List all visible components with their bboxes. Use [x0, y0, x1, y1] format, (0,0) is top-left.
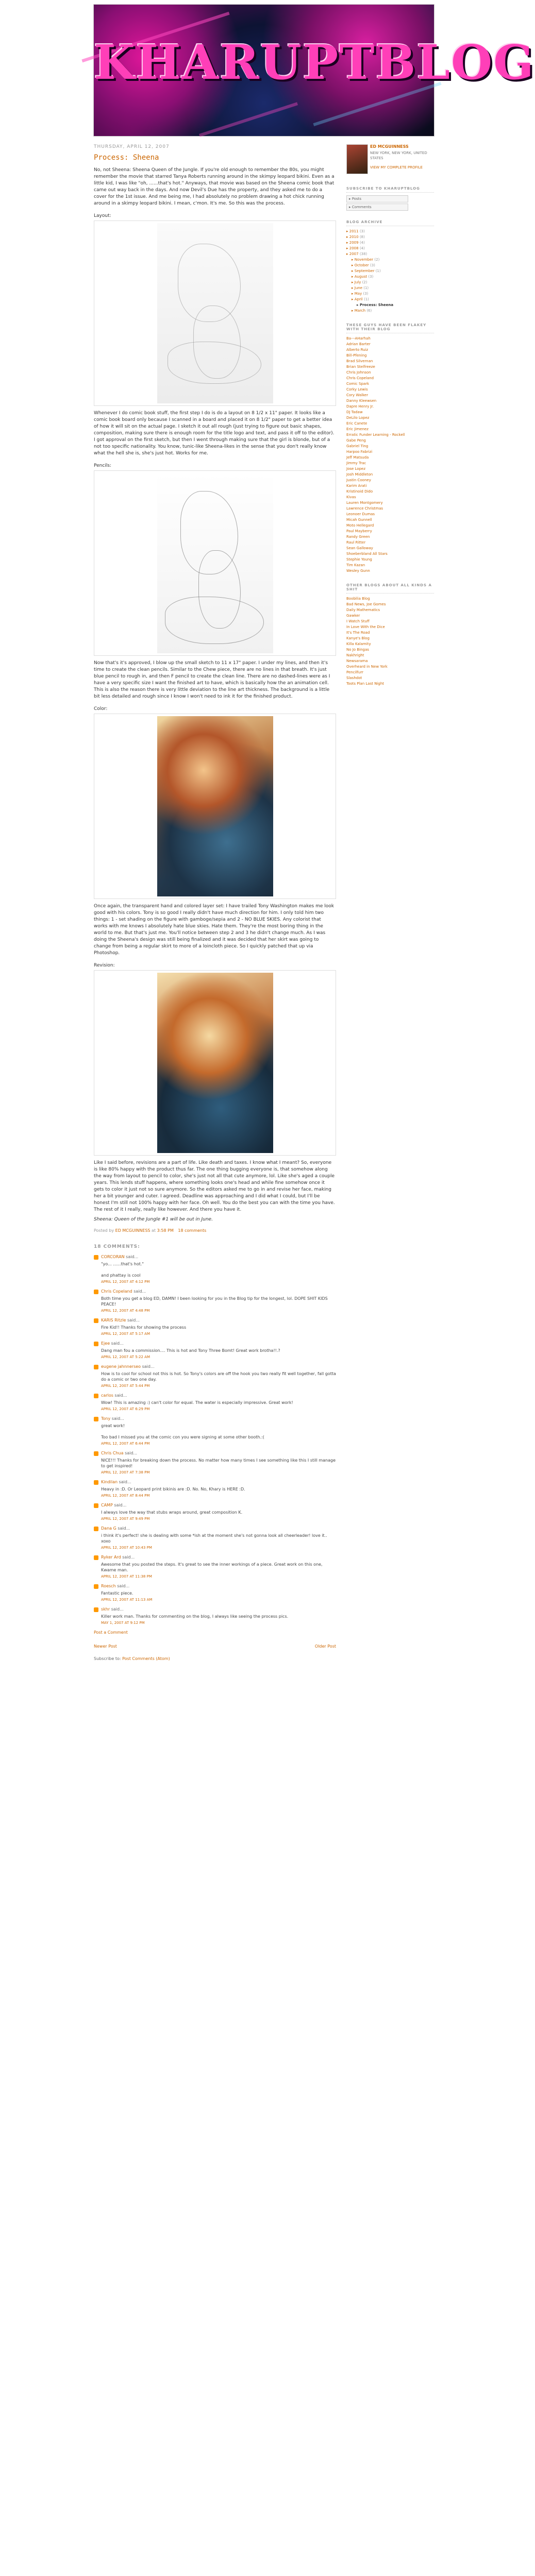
section-label-layout: Layout:	[94, 213, 111, 218]
sidebar-link[interactable]: Toots Plan Last Night	[346, 682, 384, 686]
comment-body: Dang man fou a commission.... This is hot and Tony Three Bomt! Great work brotha!!.?	[101, 1348, 280, 1353]
sidebar-link[interactable]: Brad Silvernan	[346, 359, 373, 363]
archive-item[interactable]: ▸ September (1)	[352, 269, 381, 273]
post-intro: No, not Sheena: Sheena Queen of the Jungle. If you're old enough to remember the 80s, you might remember the movie that starred Tanya Roberts running around in the skimpy leopard bikini. Even as a little kid, I was like "oh, ......that's hot." Anyways, that movie was based on the Sheena comic book that came out way back in the days. And now Devil's Due has the property, and they asked me to do a cover for the 1st issue. And me being me, I had absolutely no problem drawing a hot chick running around in a skimpy leopard bikini. I mean, c'mon. It's me. So this was the process.	[94, 167, 335, 206]
links-list	[346, 336, 434, 574]
comment-icon	[94, 1417, 98, 1421]
archive-item[interactable]: ▸ March (6)	[352, 309, 372, 313]
sidebar-link[interactable]: No Jo Bingas	[346, 648, 369, 652]
sidebar	[346, 144, 434, 696]
comment	[94, 1451, 336, 1475]
comment-timestamp[interactable]: APRIL 12, 2007 AT 5:44 PM	[101, 1384, 150, 1388]
comment-body: Awesome that you posted the steps. It's great to see the inner workings of a piece. Great work on this one, Kwame man.	[101, 1562, 323, 1572]
comment-body: Both time you get a blog ED, DAMN! I been looking for you in the Blog tip for the longest, lol. DOPE SHIT KIDS PEACE!	[101, 1296, 328, 1307]
blog-pager	[94, 1644, 336, 1650]
blog-banner[interactable]	[93, 4, 535, 137]
sidebar-link[interactable]: Pencilfurr	[346, 670, 363, 674]
color-text: Once again, the transparent hand and colored layer set: I have trailed Tony Washington makes me look good with his colors. Tony is so good I really didn't have much direction for him. I only told him two things: 1 - set shading on the figure with gamboge/sepia and 2 - NO BLUE SKIES. Any colorist that works with me knows I absolutely hate blue skies. Hate them. They're the most boring thing in the world to me. But that's just me. You'll notice between step 2 and 3 he didn't change much. As I was doing the Sheena's design was still being finalized and it was decided that her skirt was going to change from being a regular skirt to more of a loincloth piece. So I quickly patched that up via Photoshop.	[94, 904, 334, 956]
avatar[interactable]	[346, 144, 368, 174]
comment-said: said...	[119, 1480, 131, 1484]
sidebar-link[interactable]: Alberto Ruiz	[346, 348, 369, 352]
links-section	[346, 323, 434, 574]
post-time-link[interactable]: 3:58 PM	[157, 1228, 174, 1233]
sidebar-link[interactable]: Adrian Barter	[346, 342, 371, 346]
comment-icon	[94, 1503, 98, 1508]
banner-streak	[199, 102, 298, 137]
comment-said: said...	[127, 1318, 140, 1323]
revision-image[interactable]	[94, 970, 336, 1156]
comment-said: said...	[126, 1255, 139, 1259]
sidebar-link[interactable]: Paul Mayberry	[346, 529, 372, 533]
at-label: at	[152, 1228, 156, 1233]
post-comment-link[interactable]: Post a Comment	[94, 1630, 128, 1635]
sidebar-link[interactable]: Eric Jimenez	[346, 427, 369, 431]
archive-heading: BLOG ARCHIVE	[346, 220, 434, 226]
archive-item[interactable]: ▸ July (2)	[352, 280, 367, 284]
sidebar-link[interactable]: Corky Lewis	[346, 387, 368, 392]
comment-timestamp[interactable]: APRIL 12, 2007 AT 4:48 PM	[101, 1309, 150, 1313]
comment-timestamp[interactable]: APRIL 12, 2007 AT 11:38 PM	[101, 1574, 152, 1579]
comment-said: said...	[117, 1584, 130, 1588]
sidebar-link[interactable]: Sean Galloway	[346, 546, 373, 550]
archive-item[interactable]: ▸ 2010 (8)	[346, 235, 365, 239]
comment-author-link[interactable]: CORCORAN	[101, 1255, 125, 1259]
comment-author-link[interactable]: CAMP	[101, 1503, 113, 1507]
comment-icon	[94, 1365, 98, 1369]
sidebar-link[interactable]: It's The Road	[346, 631, 370, 635]
subscribe-section	[346, 187, 434, 211]
archive-item[interactable]: ▸ June (1)	[352, 286, 369, 290]
comment	[94, 1526, 336, 1550]
comment-body: Fantastic piece.	[101, 1591, 133, 1596]
sidebar-link[interactable]: Micah Gunnell	[346, 518, 372, 522]
sidebar-link[interactable]: I Watch Stuff	[346, 619, 370, 623]
sidebar-link[interactable]: Bad News, Joe Gomes	[346, 602, 386, 606]
comment-said: said...	[111, 1607, 124, 1612]
pencils-text: Now that's it's approved, I blow up the small sketch to 11 x 17" paper. I under my lines, and then it's time to create the clean pencils. Similar to the Chew piece, there are no lines in that breath. It's just blue pencil to rough in, and then F pencil to create the clean line. There are no dashed-lines were as I have a very specific size I want the finished art to have, which is basically how the an animation cell. This is also the reason there is very little deviation to the line art thickness. The background is a little bit less detailed and rough since I know I won't need to ink it for the finished product.	[94, 660, 330, 699]
comment-icon	[94, 1451, 98, 1456]
profile-location: NEW YORK, NEW YORK, UNITED STATES	[370, 151, 427, 160]
post-footer	[94, 1228, 336, 1233]
comment	[94, 1255, 336, 1284]
comment	[94, 1393, 336, 1411]
sidebar-link[interactable]: Nakhright	[346, 653, 364, 657]
comments-section	[94, 1244, 336, 1635]
comment-timestamp[interactable]: APRIL 12, 2007 AT 7:38 PM	[101, 1470, 150, 1475]
section-label-revision: Revision:	[94, 963, 115, 968]
post-body	[94, 167, 336, 1223]
comment-icon	[94, 1255, 98, 1260]
comment-said: said...	[114, 1393, 127, 1398]
sidebar-link[interactable]: Jose Lopez	[346, 467, 366, 471]
sidebar-link[interactable]: Newsarama	[346, 659, 368, 663]
comment-icon	[94, 1527, 98, 1531]
sidebar-link[interactable]: Tim Kazan	[346, 563, 365, 567]
sidebar-link[interactable]: DeLilo Lopez	[346, 416, 370, 420]
comment	[94, 1289, 336, 1313]
archive-section	[346, 220, 434, 314]
comment	[94, 1318, 336, 1336]
comment-author-link[interactable]: Kindilan	[101, 1480, 118, 1484]
links-heading: THESE GUYS HAVE BEEN FLAKEY WITH THEIR BLOG	[346, 323, 434, 333]
links2-heading: OTHER BLOGS ABOUT ALL KINDS A SHIT	[346, 583, 434, 594]
sidebar-link[interactable]: Moto Hellegard	[346, 523, 374, 528]
comment-author-link[interactable]: eugene jahnnerseo	[101, 1364, 141, 1369]
sidebar-link[interactable]: Chris Copeland	[346, 376, 374, 380]
main-column	[94, 144, 336, 1661]
sidebar-link[interactable]: Chris Johnson	[346, 370, 371, 375]
comment-said: said...	[133, 1289, 146, 1294]
sidebar-link[interactable]: Boobilia Blog	[346, 597, 370, 601]
sidebar-link[interactable]: Harpoo Fabrizi	[346, 450, 373, 454]
comments-count-link[interactable]: 18 comments	[178, 1228, 207, 1233]
comment-said: said...	[111, 1416, 124, 1421]
older-post-link[interactable]: Older Post	[314, 1644, 336, 1649]
sidebar-link[interactable]: Kristinoid Dido	[346, 489, 373, 494]
subscribe-comments-button[interactable]: ▸ Comments	[346, 204, 408, 211]
comment	[94, 1584, 336, 1602]
archive-item[interactable]: ▸ 2009 (4)	[346, 241, 365, 245]
comment-author-link[interactable]: carlos	[101, 1393, 113, 1398]
sidebar-link[interactable]: Erratic Funder Learning - Rockell	[346, 433, 405, 437]
revision-text: Like I said before, revisions are a part of life. Like death and taxes. I know what I meant? So, everyone is like 80% happy with the product thus far. The one thing bugging everyone is, that somehow along the way from layout to pencil to color, she's just not all that cute anymore, lol. Like she's aged a couple years. This lends stuff happens, where something looks one's head and while fine somehow once it gets to color it just not so sure anymore. So the editors asked me to go in and revise her face, making her a bit younger and cuter. I agreed. Deadline was approaching and I did what I could, but I'll be honest I'm still not 100% happy with her face. Oh well. You do the best you can with the time you have. The rest of it I really, really like however. And there you have it.	[94, 1160, 335, 1212]
comment-timestamp[interactable]: APRIL 12, 2007 AT 5:22 AM	[101, 1355, 150, 1359]
sidebar-link[interactable]: Justin Cooney	[346, 478, 371, 482]
newer-post-link[interactable]: Newer Post	[94, 1644, 117, 1649]
sidebar-link[interactable]: Karim Arati	[346, 484, 367, 488]
comment-said: said...	[114, 1503, 127, 1507]
sidebar-link[interactable]: Wesley Gunn	[346, 569, 370, 573]
comment	[94, 1503, 336, 1521]
comment-author-link[interactable]: Tony	[101, 1416, 111, 1421]
comment-body: I always love the way that stubs wraps around, great composition K.	[101, 1510, 243, 1515]
comment-said: said...	[122, 1555, 135, 1560]
sidebar-link[interactable]: In Love With the Dice	[346, 625, 385, 629]
comment-body: i think it's perfect! she is dealing with some *ish at the moment she's not gonna look all cheerleader! love it.. xoxo	[101, 1533, 327, 1544]
sidebar-link[interactable]: Gawker	[346, 614, 360, 618]
date-header: THURSDAY, APRIL 12, 2007	[94, 144, 170, 149]
comment-timestamp[interactable]: APRIL 12, 2007 AT 6:44 PM	[101, 1442, 150, 1446]
post-closing: Sheena: Queen of the Jungle #1 will be out in June.	[94, 1217, 213, 1222]
comment-timestamp[interactable]: APRIL 12, 2007 AT 5:17 AM	[101, 1332, 150, 1336]
comment-timestamp[interactable]: APRIL 12, 2007 AT 8:44 PM	[101, 1494, 150, 1498]
comment-timestamp[interactable]: APRIL 12, 2007 AT 10:43 PM	[101, 1546, 152, 1550]
comment-author-link[interactable]: Dana G	[101, 1526, 116, 1531]
comment-author-link[interactable]: skhr	[101, 1607, 110, 1612]
comment-author-link[interactable]: Chris Copeland	[101, 1289, 132, 1294]
comment-body: Killer work man. Thanks for commenting on the blog, I always like seeing the process pics.	[101, 1614, 289, 1619]
profile-section	[346, 144, 434, 177]
profile-name[interactable]: ED MCGUINNESS	[370, 144, 409, 149]
comment-body: NICE!!! Thanks for breaking down the process. No matter how many times I see something like this I still manage to get inspired!	[101, 1458, 336, 1468]
comment-timestamp[interactable]: APRIL 12, 2007 AT 9:49 PM	[101, 1517, 150, 1521]
comment-author-link[interactable]: Chris Chua	[101, 1451, 124, 1455]
sidebar-link[interactable]: Overheard in New York	[346, 665, 388, 669]
comment-icon	[94, 1584, 98, 1589]
sidebar-link[interactable]: Gabe Peng	[346, 438, 366, 443]
layout-text: Whenever I do comic book stuff, the first step I do is do a layout on 8 1/2 x 11" paper. It looks like a comic book board only because I scanned in a board and placed it on 8 1/2" paper to get a better idea of how it will sit on the actual page. I sketch it out all rough (just trying to figure out basic shapes, composition, making sure there is enough room for the title logo and text, and pass it off to the editor). I got approval on the first sketch, but then I went through making sure that the girl is blonde, but of a not too specific nationality. You know, tunic-like Sheena-likes in the sense that you don't really know what the hell she is, she's just hot. Works for me.	[94, 411, 335, 456]
posted-by-label: Posted by	[94, 1228, 114, 1233]
archive-item[interactable]: ▸ May (3)	[352, 292, 369, 296]
sidebar-link[interactable]: Comic Spark	[346, 382, 370, 386]
sidebar-link[interactable]: Danny Kleewsen	[346, 399, 377, 403]
sidebar-link[interactable]: Lawrence Christmas	[346, 506, 383, 511]
comment-timestamp[interactable]: MAY 1, 2007 AT 9:12 PM	[101, 1621, 145, 1625]
comment-author-link[interactable]: Ryker Ard	[101, 1555, 121, 1560]
archive-item[interactable]: ▸ 2007 (38)	[346, 252, 367, 256]
comments-heading: 18 COMMENTS:	[94, 1244, 140, 1249]
feed-link[interactable]: Post Comments (Atom)	[122, 1656, 170, 1661]
comment-timestamp[interactable]: APRIL 12, 2007 AT 11:13 AM	[101, 1598, 153, 1602]
comment-icon	[94, 1607, 98, 1612]
comment-list	[94, 1255, 336, 1625]
archive-item[interactable]: ▸ April (1)	[352, 297, 369, 301]
sidebar-link[interactable]: Jeff Matsuda	[346, 455, 369, 460]
sidebar-link[interactable]: Killa Kalamity	[346, 642, 371, 646]
comment-icon	[94, 1290, 98, 1294]
comment-icon	[94, 1394, 98, 1398]
sidebar-link[interactable]: Daily Mathematics	[346, 608, 380, 612]
section-label-pencils: Pencils:	[94, 463, 112, 468]
links2-section	[346, 583, 434, 687]
sidebar-link[interactable]: Leonoer Dumas	[346, 512, 375, 516]
subscribe-posts-button[interactable]: ▸ Posts	[346, 195, 408, 202]
archive-item[interactable]: ▸ 2008 (4)	[346, 246, 365, 250]
sidebar-link[interactable]: Bill-Pfening	[346, 353, 367, 358]
comment	[94, 1416, 336, 1446]
comment-author-link[interactable]: Ejee	[101, 1341, 110, 1346]
sidebar-link[interactable]: Raul Ritter	[346, 540, 366, 545]
sidebar-link[interactable]: Brian Stelfreeze	[346, 365, 375, 369]
archive-item[interactable]: ▸ August (3)	[352, 275, 374, 279]
comment-timestamp[interactable]: APRIL 12, 2007 AT 6:29 PM	[101, 1407, 150, 1411]
sidebar-link[interactable]: Stephie Young	[346, 557, 372, 562]
comment	[94, 1607, 336, 1625]
comment-timestamp[interactable]: APRIL 12, 2007 AT 4:12 PM	[101, 1280, 150, 1284]
archive-item[interactable]: ▸ October (3)	[352, 263, 375, 267]
sidebar-link[interactable]: Lauren Montgomery	[346, 501, 383, 505]
comment-icon	[94, 1342, 98, 1346]
comment-author-link[interactable]: KARIS Ritzle	[101, 1318, 126, 1323]
sidebar-link[interactable]: Eric Canete	[346, 421, 367, 426]
section-label-color: Color:	[94, 706, 108, 711]
sidebar-link[interactable]: DJ Tadaw	[346, 410, 363, 414]
comment-body: Wow! This is amazing :) can't color for equal. The water is especially impressive. Great work!	[101, 1400, 293, 1405]
sidebar-link[interactable]: Kanye's Blog	[346, 636, 370, 640]
sidebar-link[interactable]: Josh Middleton	[346, 472, 373, 477]
comment-body: Heavy in :D. Or Leopard print bikinis are :D. No. No, Khary is HERE :D.	[101, 1487, 245, 1492]
comment-said: said...	[142, 1364, 155, 1369]
sidebar-link[interactable]: Ba---AHarhah	[346, 336, 371, 341]
comment-said: said...	[125, 1451, 138, 1455]
comment-icon	[94, 1318, 98, 1323]
author-link[interactable]: ED MCGUINNESS	[115, 1228, 151, 1233]
comment	[94, 1480, 336, 1498]
sidebar-link[interactable]: Gabriel Ting	[346, 444, 369, 448]
comment-said: said...	[118, 1526, 130, 1531]
archive-item[interactable]: ▸ Process: Sheena	[357, 303, 394, 307]
profile-link[interactable]: VIEW MY COMPLETE PROFILE	[370, 165, 423, 170]
comment-said: said...	[111, 1341, 124, 1346]
post-title[interactable]: Process: Sheena	[94, 154, 159, 162]
archive-item[interactable]: ▸ November (2)	[352, 258, 380, 262]
comment	[94, 1555, 336, 1579]
archive-list	[346, 229, 434, 314]
comment-body: "yo... ......that's hot." and phattay is cool	[101, 1262, 144, 1278]
comment-body: How is to cool for school not this is hot. So Tony's colors are off the hook you two really fit well together, fall gotta do a comic or two one day.	[101, 1371, 336, 1382]
sidebar-link[interactable]: Slashdot	[346, 676, 362, 680]
comment-author-link[interactable]: Roesch	[101, 1584, 116, 1588]
comment-icon	[94, 1480, 98, 1485]
sidebar-link[interactable]: Randy Green	[346, 535, 370, 539]
pencils-image[interactable]	[94, 470, 336, 656]
comment	[94, 1341, 336, 1359]
blog-title[interactable]: KHARUPTBLOG	[94, 35, 535, 90]
subscribe-label: Subscribe to:	[94, 1656, 121, 1661]
color-image[interactable]	[94, 714, 336, 899]
sidebar-link[interactable]: Kivas	[346, 495, 356, 499]
links2-list	[346, 596, 434, 687]
sidebar-link[interactable]: Shoeberbland All Stars	[346, 552, 388, 556]
comment	[94, 1364, 336, 1388]
comment-body: great work! Too bad I missed you at the comic con you were signing at some other booth.:(	[101, 1423, 264, 1439]
sidebar-link[interactable]: Jimmy Trac	[346, 461, 366, 465]
comment-body: Fire Kid!! Thanks for showing the process	[101, 1325, 187, 1330]
subscribe-heading: SUBSCRIBE TO KHARUPTBLOG	[346, 187, 434, 193]
comment-icon	[94, 1555, 98, 1560]
feed-links	[94, 1656, 336, 1661]
layout-image[interactable]	[94, 221, 336, 406]
sidebar-link[interactable]: Dapre Henry Jr.	[346, 404, 374, 409]
sidebar-link[interactable]: Cory Walker	[346, 393, 369, 397]
archive-item[interactable]: ▸ 2011 (3)	[346, 229, 365, 233]
